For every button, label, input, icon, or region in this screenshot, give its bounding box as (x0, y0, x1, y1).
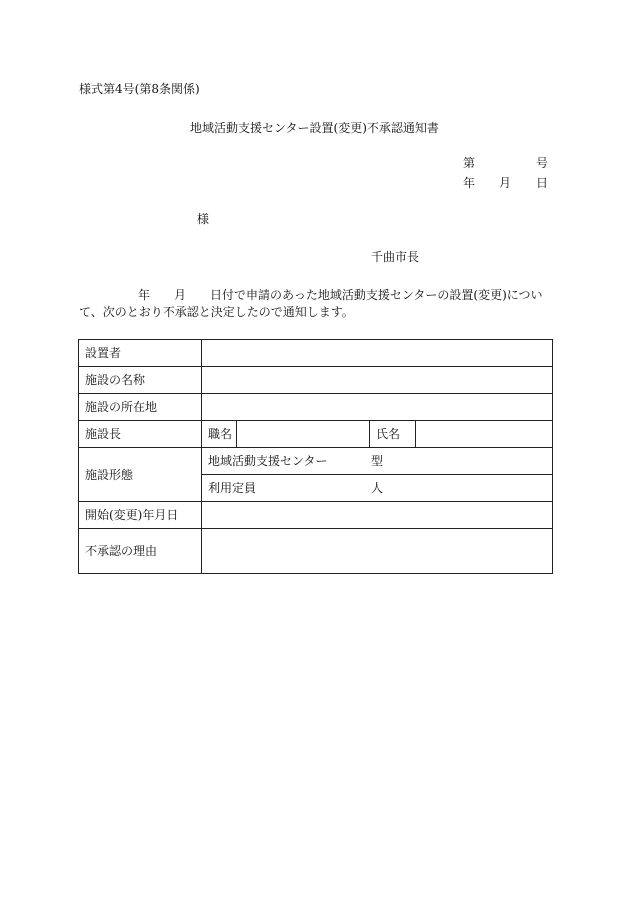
table-row (79, 340, 553, 367)
start-date-label: 開始(変更)年月日 (79, 502, 202, 529)
table-row (79, 367, 553, 394)
facility-form-label: 施設形態 (79, 448, 202, 502)
table-row (79, 421, 553, 448)
body-text-rest: 日付で申請のあった地域活動支援センターの設置(変更)につい (210, 288, 543, 302)
position-value-cell (237, 421, 370, 448)
person-name-value-cell (416, 421, 553, 448)
issuer-name: 千曲市長 (371, 250, 420, 264)
body-text-line-1 (138, 289, 543, 301)
type-suffix-label: 型 (371, 454, 384, 468)
body-month-label: 月 (174, 288, 187, 302)
capacity-cell (202, 475, 553, 502)
date-month-label: 月 (499, 176, 512, 190)
facility-address-label: 施設の所在地 (79, 394, 202, 421)
reason-value-cell (202, 529, 553, 574)
table-row (79, 394, 553, 421)
reason-label: 不承認の理由 (79, 529, 202, 574)
capacity-label: 利用定員 (208, 481, 257, 495)
facility-name-value-cell (202, 367, 553, 394)
facility-name-label: 施設の名称 (79, 367, 202, 394)
capacity-suffix-label: 人 (371, 481, 384, 495)
date-day-label: 日 (536, 176, 549, 190)
body-year-label: 年 (138, 288, 151, 302)
number-prefix: 第 (463, 156, 476, 170)
person-name-label: 氏名 (370, 421, 416, 448)
application-details-table (78, 339, 553, 574)
position-label: 職名 (202, 421, 237, 448)
facility-address-value-cell (202, 394, 553, 421)
center-type-label: 地域活動支援センター (208, 454, 328, 468)
table-row (79, 502, 553, 529)
installer-label: 設置者 (79, 340, 202, 367)
table-row (79, 448, 553, 475)
center-type-cell (202, 448, 553, 475)
body-text-line-2: て、次のとおり不承認と決定したので通知します。 (79, 305, 354, 319)
installer-value-cell (202, 340, 553, 367)
addressee-honorific: 様 (197, 212, 210, 226)
document-title: 地域活動支援センター設置(変更)不承認通知書 (190, 121, 439, 135)
facility-head-label: 施設長 (79, 421, 202, 448)
table-row (79, 529, 553, 574)
date-year-label: 年 (463, 176, 476, 190)
number-suffix: 号 (536, 156, 549, 170)
form-number-label: 様式第4号(第8条関係) (79, 82, 200, 96)
start-date-value-cell (202, 502, 553, 529)
